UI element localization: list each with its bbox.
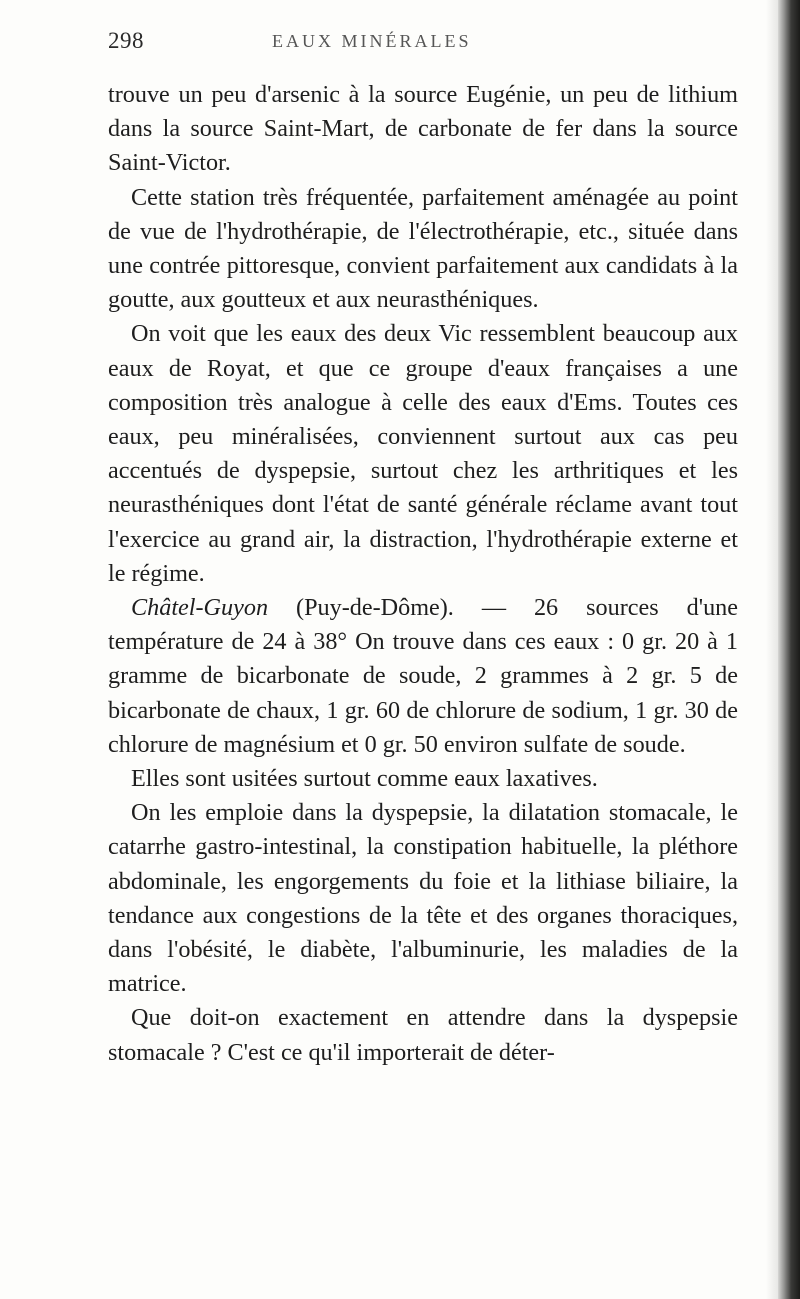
body-text <box>108 78 738 1070</box>
paragraph-station: Cette station très fréquentée, parfaitement aménagée au point de vue de l'hydrothérapie, de l'électrothérapie, etc., située dans une contrée pittoresque, convient parfaitement aux candidats à la goutte, aux goutteux et aux neurasthéniques. <box>108 183 738 314</box>
paragraph-chatel-guyon <box>108 591 738 762</box>
book-spine <box>778 0 800 1299</box>
page-number: 298 <box>108 28 144 53</box>
running-head: EAUX MINÉRALES <box>272 31 472 51</box>
paragraph-vic-royat: On voit que les eaux des deux Vic ressemblent beaucoup aux eaux de Royat, et que ce groupe d'eaux françaises a une composition très analogue à celle des eaux d'Ems. Toutes ces eaux, peu minéralisées, conviennent surtout aux cas peu accentués de dyspepsie, surtout chez les arthritiques et les neurasthéniques dont l'état de santé générale réclame avant tout l'exercice au grand air, la distraction, l'hydrothérapie externe et le régime. <box>108 320 738 587</box>
station-title: Châtel-Guyon <box>131 594 269 622</box>
paragraph-laxatives: Elles sont usitées surtout comme eaux laxatives. <box>131 765 598 793</box>
paragraph-dyspepsia-question: Que doit-on exactement en attendre dans la dyspepsie stomacale ? C'est ce qu'il importerait de déter- <box>108 1004 738 1066</box>
page-header <box>108 28 748 58</box>
paragraph-arsenic-lithium: trouve un peu d'arsenic à la source Eugénie, un peu de lithium dans la source Saint-Mart, de carbonate de fer dans la source Saint-Victor. <box>108 81 738 177</box>
chatel-guyon-composition: (Puy-de-Dôme). — 26 sources d'une température de 24 à 38° On trouve dans ces eaux : 0 gr. 20 à 1 gramme de bicarbonate de soude, 2 grammes à 2 gr. 5 de bicarbonate de chaux, 1 gr. 60 de chlorure de sodium, 1 gr. 30 de chlorure de magnésium et 0 gr. 50 environ sulfate de soude. <box>108 594 738 758</box>
binding-shadow <box>766 0 778 1299</box>
paragraph-indications: On les emploie dans la dyspepsie, la dilatation stomacale, le catarrhe gastro-intestinal, la constipation habituelle, la pléthore abdominale, les engorgements du foie et la lithiase biliaire, la tendance aux congestions de la tête et des organes thoraciques, dans l'obésité, le diabète, l'albuminurie, les maladies de la matrice. <box>108 799 738 998</box>
